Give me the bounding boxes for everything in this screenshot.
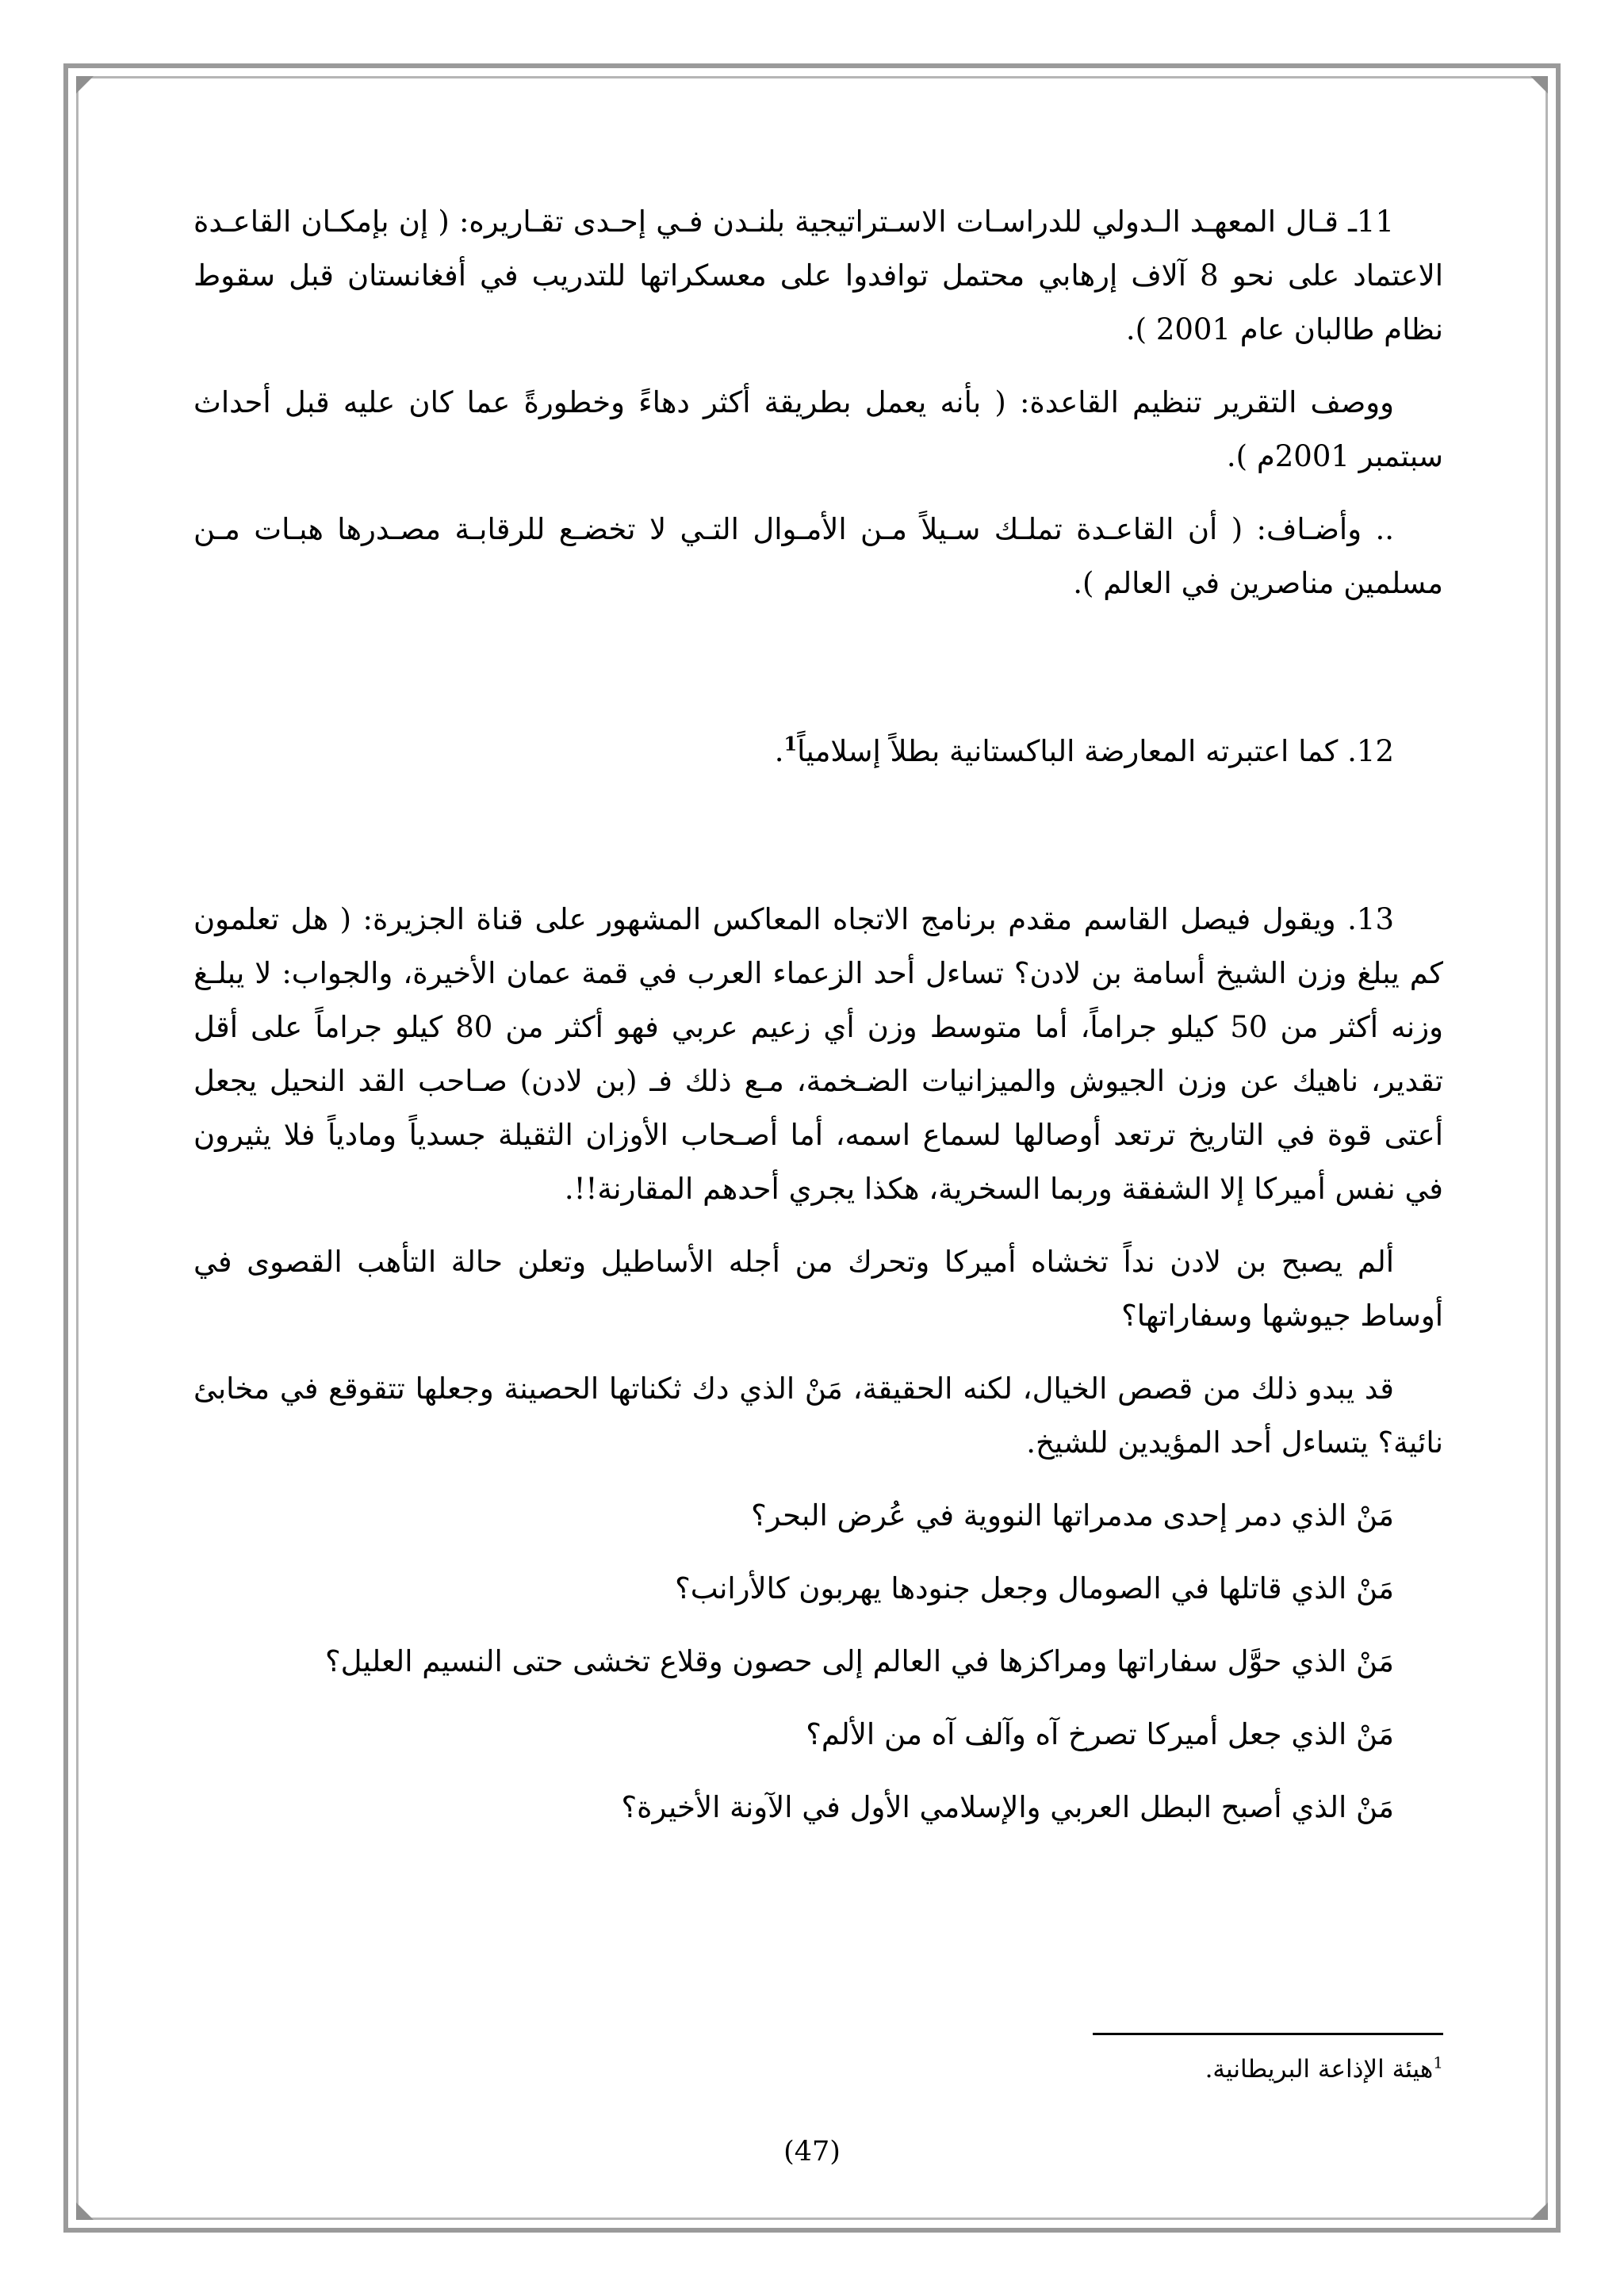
footnote — [967, 2047, 1443, 2091]
paragraph-11-description: ووصف التقرير تنظيم القاعدة: ( بأنه يعمل بطريقة أكثر دهاءً وخطورةً عما كان عليه قبل أحداث سبتمبر 2001م ). — [193, 385, 1443, 473]
corner-ornament-bottom-left — [76, 2202, 94, 2220]
paragraph-12-text: 12. كما اعتبرته المعارضة الباكستانية بطلاً إسلامياً — [797, 734, 1394, 768]
question-line-5: مَنْ الذي أصبح البطل العربي والإسلامي الأول في الآونة الأخيرة؟ — [621, 1790, 1394, 1824]
spacer — [193, 798, 1443, 893]
corner-ornament-top-left — [76, 76, 94, 94]
question-line-4: مَنْ الذي جعل أميركا تصرخ آه وآلف آه من الألم؟ — [806, 1717, 1394, 1751]
question-line-3: مَنْ الذي حوَّل سفاراتها ومراكزها في العالم إلى حصون وقلاع تخشى حتى النسيم العليل؟ — [325, 1644, 1394, 1678]
paragraph-12 — [193, 725, 1443, 779]
corner-ornament-top-right — [1530, 76, 1548, 94]
paragraph-13-reality: قد يبدو ذلك من قصص الخيال، لكنه الحقيقة، مَنْ الذي دك ثكناتها الحصينة وجعلها تتقوقع في مخابئ نائية؟ يتساءل أحد المؤيدين للشيخ. — [193, 1372, 1443, 1460]
page-body — [193, 195, 1443, 1854]
footnote-text: هيئة الإذاعة البريطانية. — [1205, 2055, 1434, 2084]
paragraph-13-quote: 13. ويقول فيصل القاسم مقدم برنامج الاتجاه المعاكس المشهور على قناة الجزيرة: ( هل تعلمون كم يبلغ وزن الشيخ أسامة بن لادن؟ تساءل أحد الزعماء العرب في قمة عمان الأخيرة، والجواب: لا يبلـغ وزنه أكثر من 50 كيلو جراماً، أما متوسط وزن أي زعيم عربي فهو أكثر من 80 كيلو جراماً على أقل تقدير، ناهيك عن وزن الجيوش والميزانيات الضـخمة، مـع ذلك فـ (بن لادن) صـاحب القد النحيل يجعل أعتى قوة في التاريخ ترتعد أوصالها لسماع اسمه، أما أصـحاب الأوزان الثقيلة جسدياً ومادياً فلا يثيرون في نفس أميركا إلا الشفقة وربما السخرية، هكذا يجري أحدهم المقارنة!!. — [193, 902, 1443, 1206]
footnote-number: 1 — [1433, 2053, 1443, 2072]
paragraph-13-question: ألم يصبح بن لادن نداً تخشاه أميركا وتحرك من أجله الأساطيل وتعلن حالة التأهب القصوى في أوساط جيوشها وسفاراتها؟ — [193, 1245, 1443, 1333]
paragraph-12-end: . — [774, 734, 784, 768]
footnote-reference: 1 — [783, 732, 798, 756]
footnote-separator — [1093, 2033, 1443, 2035]
paragraph-11-report: 11ـ قـال المعهـد الـدولي للدراسـات الاسـتراتيجية بلنـدن فـي إحـدى تقـاريره: ( إن بإمكـان القاعـدة الاعتماد على نحو 8 آلاف إرهابي محتمل توافدوا على معسكراتها للتدريب في أفغانستان قبل سقوط نظام طالبان عام 2001 ). — [193, 205, 1443, 346]
page-number: (47) — [783, 2136, 841, 2168]
corner-ornament-bottom-right — [1530, 2202, 1548, 2220]
question-line-1: مَنْ الذي دمر إحدى مدمراتها النووية في عُرض البحر؟ — [751, 1498, 1394, 1533]
spacer — [193, 629, 1443, 725]
paragraph-11-addition: .. وأضـاف: ( أن القاعـدة تملـك سـيلاً مـن الأمـوال التـي لا تخضـع للرقابـة مصـدرها هبـات مـن مسلمين مناصرين في العالم ). — [193, 512, 1443, 600]
question-line-2: مَنْ الذي قاتلها في الصومال وجعل جنودها يهربون كالأرانب؟ — [675, 1571, 1394, 1605]
